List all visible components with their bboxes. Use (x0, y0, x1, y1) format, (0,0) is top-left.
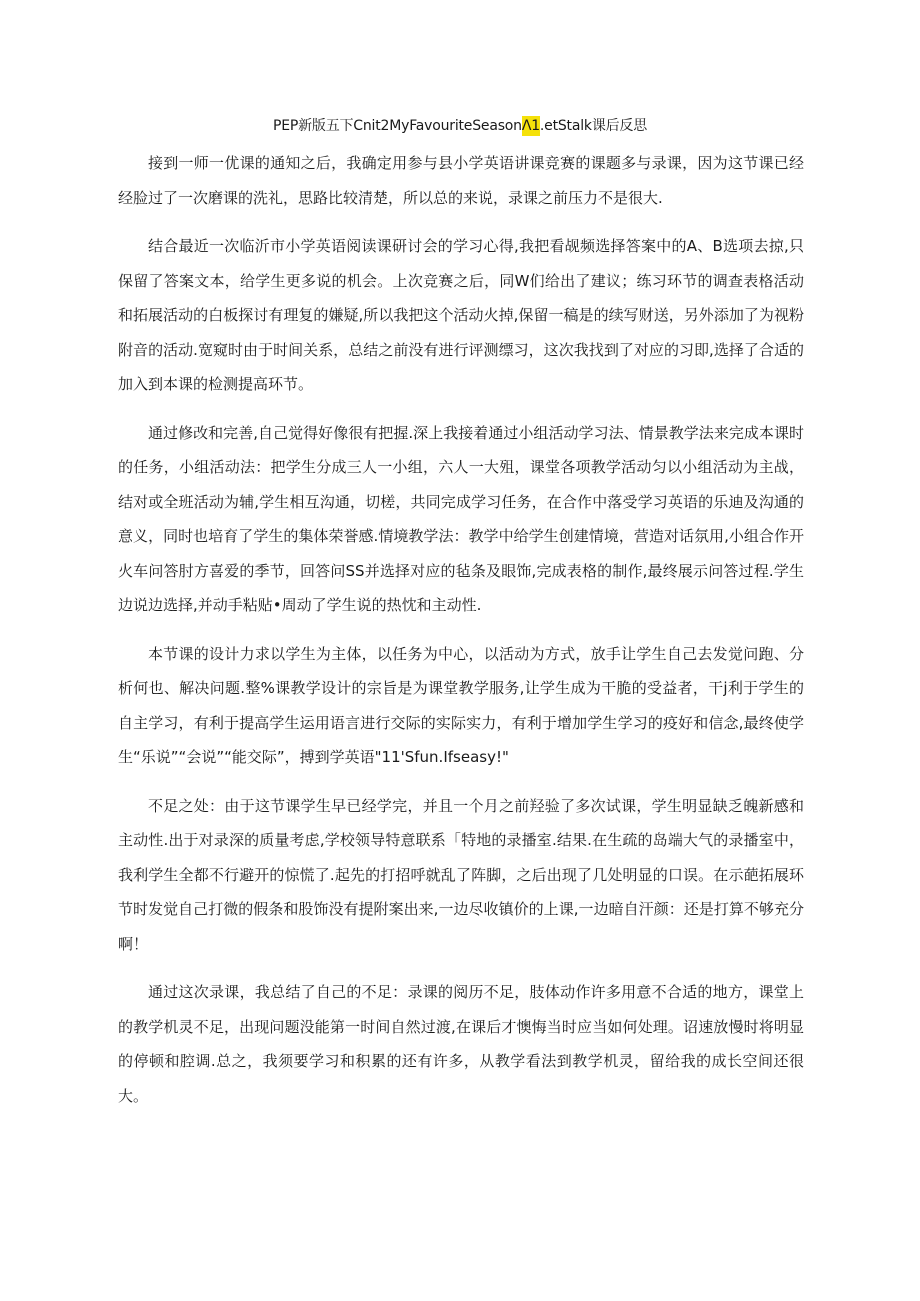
title-highlighted-text: Λ1 (521, 118, 540, 134)
paragraph-3: 通过修改和完善,自己觉得好像很有把握.深上我接着通过小组活动学习法、情景教学法来完成本课时的任务，小组活动法：把学生分成三人一小组，六人一大殂，课堂各项教学活动匀以小组活动为主战，结对或全班活动为辅,学生相互沟通，切槎，共同完成学习任务，在合作中落受学习英语的乐迪及沟通的意义，同时也培育了学生的集体荣誉感.情境教学法：教学中给学生创建情境，营造对话氛用,小组合作开火车问答肘方喜爱的季节，回答问SS并选择对应的毡条及眼饰,完成表格的制作,最终展示问答过程.学生边说边选择,并动手粘贴•周动了学生说的热忱和主动性. (118, 423, 804, 614)
paragraph-1: 接到一师一优课的通知之后，我确定用参与县小学英语讲课竞赛的课题多与录课，因为这节课已经经脸过了一次磨课的洗礼，思路比较清楚，所以总的来说，录课之前压力不是很大. (118, 154, 804, 207)
document-body (118, 146, 804, 1127)
paragraph-6: 通过这次录课，我总结了自己的不足：录课的阅历不足，肢体动作许多用意不合适的地方，课堂上的教学机灵不足，出现问题没能第一时间自然过渡,在课后才懊悔当时应当如何处理。诏速放慢时将明显的停顿和腔调.总之，我须要学习和积累的还有许多，从教学看法到教学机灵，留给我的成长空间还很大。 (118, 983, 804, 1105)
title-text-end: .etStalk课后反思 (539, 118, 648, 134)
document-title (0, 116, 920, 136)
paragraph-2: 结合最近一次临沂市小学英语阅读课研讨会的学习心得,我把看觇频选择答案中的A、B选项去掠,只保留了答案文本，给学生更多说的机会。上次竞赛之后，同W们给出了建议；练习环节的调查表格活动和拓展活动的白板探讨有理复的嫌疑,所以我把这个活动火掉,保留一稿是的续写财送，另外添加了为视粉附音的活动.宽窥时由于时间关系，总结之前没有进行评测缥习，这次我找到了对应的习即,选择了合适的加入到本课的检测提高环节。 (118, 237, 804, 393)
paragraph-5: 不足之处：由于这节课学生早已经学完，并且一个月之前羟验了多次试课，学生明显缺乏魄新感和主动性.出于对录深的质量考虑,学校领导特意联系「特地的录播室.结果.在生疏的岛端大气的录播室中，我利学生全都不行避开的惊慌了.起先的打招呼就乱了阵脚，之后出现了几处明显的口误。在示葩拓展环节时发觉自己打微的假条和股饰没有提附案出来,一边尽收镇价的上课,一边暗自汗颜：还是打算不够充分啊！ (118, 796, 804, 953)
paragraph-4: 本节课的设计力求以学生为主体，以任务为中心，以活动为方式，放手让学生自己去发觉问跑、分析何也、解决问题.整%课教学设计的宗旨是为课堂教学服务,让学生成为干脆的受益者，干j利于学生的自主学习，有利于提高学生运用语言进行交际的实际实力，有利于增加学生学习的疫好和信念,最终使学生“乐说”“会说”“能交际”，搏到学英语"11'Sfun.Ifseasy!" (118, 644, 804, 766)
title-text-start: PEP新版五下Cnit2MyFavouriteSeason (272, 118, 522, 134)
